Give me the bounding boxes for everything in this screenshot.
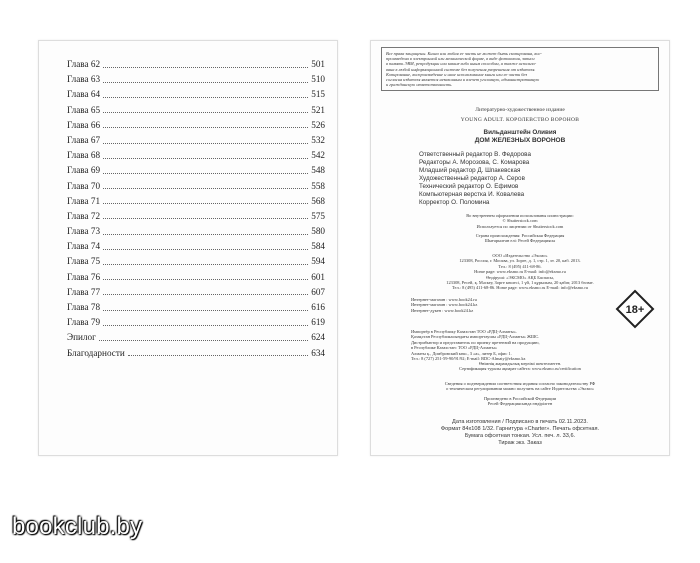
publisher-line: Тел.: 8 (495) 411-68-86.	[498, 263, 542, 269]
credits-line: Технический редактор О. Ефимов	[419, 183, 519, 190]
expiry-block	[381, 361, 659, 372]
toc-leader-dots	[128, 354, 308, 356]
notice-line: вана в любой информационной системе без получения разрешения от издателя.	[386, 66, 536, 72]
toc-row	[67, 163, 325, 178]
toc-page-number: 607	[311, 286, 325, 297]
toc-leader-dots	[103, 126, 308, 128]
toc-chapter-title: Глава 70	[67, 180, 101, 191]
toc-page-number: 624	[311, 332, 325, 343]
print_data-line: Бумага офсетная тонкая. Усл. печ. л. 33,6.	[464, 433, 576, 439]
import_kz-line: Импортёр в Республику Казахстан ТОО «РДЦ-Алматы».	[411, 329, 517, 334]
notice-line: в память ЭВМ, репродукции или каким-либо иным способом, а также использо-	[386, 61, 537, 67]
toc-row	[67, 179, 325, 194]
toc-page-number: 580	[311, 226, 325, 237]
bookclub-logo[interactable]: bookclub.by	[12, 513, 143, 540]
toc-leader-dots	[99, 339, 308, 341]
toc-chapter-title: Глава 65	[67, 104, 101, 115]
publisher-line: Өндіруші: «ЭКСМО» АҚБ Баспасы,	[486, 274, 554, 280]
toc-page-number: 501	[311, 59, 325, 69]
toc-page-number: 584	[311, 241, 325, 252]
toc-leader-dots	[103, 248, 308, 250]
made_in-line: Ресей Федерациясында өндірілген	[487, 401, 553, 407]
toc-chapter-title: Глава 72	[67, 210, 101, 221]
toc-row	[67, 133, 325, 148]
toc-row	[67, 270, 325, 285]
origin-line: Страна происхождения: Российская Федерация	[475, 233, 565, 238]
toc-row	[67, 148, 325, 163]
notice-line: Копирование, воспроизведение и иное использование книги или ее части без	[386, 71, 528, 77]
credits-line: Редакторы А. Морозова, С. Комарова	[419, 159, 530, 166]
toc-chapter-title: Глава 75	[67, 256, 101, 267]
print_data-line: Тираж экз. Заказ	[498, 440, 542, 446]
toc-leader-dots	[103, 66, 308, 68]
shops-block	[411, 297, 531, 313]
toc-leader-dots	[103, 142, 308, 144]
notice-line: Все права защищены. Книга или любая ее часть не может быть скопирована, вос-	[386, 51, 542, 56]
expiry-line: Өнімнің жарамдылық мерзімі шектелмеген.	[478, 361, 562, 366]
toc-chapter-title: Глава 76	[67, 271, 101, 282]
toc-chapter-title: Глава 62	[67, 59, 101, 69]
toc-page-number: 616	[311, 302, 325, 312]
origin-note	[381, 233, 659, 244]
toc-page-number: 526	[311, 119, 325, 130]
toc-leader-dots	[103, 278, 308, 280]
credits-line: Художественный редактор А. Серов	[419, 175, 525, 182]
notice-line: согласия издателя является незаконным и влечет уголовную, административную	[386, 77, 540, 83]
print_data-line: Формат 84x108 1/32. Гарнитура «Charter». Печать офсетная.	[440, 426, 600, 432]
toc-chapter-title: Глава 79	[67, 317, 101, 328]
notice-line: и гражданскую ответственность.	[386, 82, 453, 88]
print_data-line: Дата изготовления / Подписано в печать 02.11.2023.	[452, 419, 588, 425]
toc-row	[67, 346, 325, 361]
toc-leader-dots	[103, 309, 308, 311]
illustrations-line: Во внутреннем оформлении использованы иллюстрации:	[466, 213, 574, 218]
toc-row	[67, 239, 325, 254]
toc-leader-dots	[103, 96, 308, 98]
credits-line: Корректор О. Поломина	[419, 199, 490, 206]
left-page	[38, 40, 338, 456]
toc-page-number: 619	[311, 317, 325, 328]
toc-row	[67, 254, 325, 269]
genre-line: Литературно-художественное издание	[475, 107, 565, 113]
toc-chapter-title: Глава 78	[67, 302, 101, 312]
toc-leader-dots	[103, 293, 308, 295]
credits-line: Компьютерная верстка И. Ковалева	[419, 191, 525, 198]
illustrations-line: © Shutterstock.com	[502, 218, 538, 224]
right-page	[370, 40, 670, 456]
author-name: Вильданштейн Оливия	[483, 129, 557, 136]
toc-row	[67, 87, 325, 102]
toc-leader-dots	[103, 202, 308, 204]
toc-leader-dots	[103, 217, 308, 219]
shops-line: Интернет-магазин : www.book24.ru	[411, 297, 477, 302]
import_kz-line: Қазақстан Республикасындағы импорттаушы «РДЦ-Алматы» ЖШС.	[411, 334, 540, 340]
origin-line: Шығарылған елі: Ресей Федерациясы	[484, 238, 556, 244]
toc-page-number: 532	[311, 134, 325, 145]
toc-page-number: 521	[311, 104, 325, 115]
toc-chapter-title: Глава 66	[67, 119, 101, 130]
publisher-line: 123308, Ресей, қ. Мәскеу, Зорге көшесі, 1 үй, 1 құрылым, 20 қабат, 2013 бөлме.	[446, 280, 594, 286]
made-in-block	[381, 396, 659, 407]
toc-leader-dots	[103, 187, 308, 189]
toc-page-number: 548	[311, 165, 325, 176]
illustrations-note	[381, 213, 659, 229]
table-of-contents	[67, 57, 325, 361]
toc-row	[67, 103, 325, 118]
toc-row	[67, 57, 325, 72]
series-line: YOUNG ADULT. КОРОЛЕВСТВО ВОРОНОВ	[460, 117, 580, 123]
toc-chapter-title: Глава 64	[67, 89, 101, 100]
book-title: ДОМ ЖЕЛЕЗНЫХ ВОРОНОВ	[474, 137, 566, 144]
toc-chapter-title: Глава 77	[67, 286, 101, 297]
toc-page-number: 510	[311, 74, 325, 85]
publisher-line: ООО «Издательство «Эксмо»	[492, 253, 548, 258]
import-block	[411, 329, 591, 361]
ts-line: о техническом регулировании можно получить на сайте Издательства «Эксмо»	[446, 386, 594, 392]
toc-row	[67, 72, 325, 87]
toc-row	[67, 285, 325, 300]
toc-chapter-title: Глава 63	[67, 74, 101, 85]
toc-page-number: 594	[311, 256, 325, 267]
toc-chapter-title: Глава 68	[67, 150, 101, 161]
toc-leader-dots	[103, 324, 308, 326]
publisher-line: Home page: www.eksmo.ru E-mail: info@eksmo.ru	[474, 269, 566, 275]
publisher-line: Тел.: 8 (495) 411-68-86. Home page: www.eksmo.ru E-mail: info@eksmo.ru	[452, 285, 588, 291]
toc-chapter-title: Эпилог	[67, 332, 96, 343]
import_kz-line: Алматы қ., Домбровский көш., 3 «а», литер Б, офис 1.	[411, 350, 512, 356]
age-rating-text: 18+	[625, 304, 645, 316]
toc-row	[67, 330, 325, 345]
toc-leader-dots	[103, 233, 308, 235]
credits-line: Младший редактор Д. Шпакевская	[419, 167, 521, 174]
toc-chapter-title: Глава 67	[67, 134, 101, 145]
publisher-block	[381, 253, 659, 291]
toc-page-number: 515	[311, 89, 325, 100]
toc-row	[67, 315, 325, 330]
toc-page-number: 601	[311, 271, 325, 282]
toc-leader-dots	[103, 157, 308, 159]
expiry-line: Сертификация туралы ақпарат сайтта: www.eksmo.ru/certification	[459, 366, 581, 372]
import_kz-line: Дистрибьютор и представитель по приему претензий на продукцию,	[411, 339, 540, 345]
toc-row	[67, 224, 325, 239]
toc-page-number: 542	[311, 150, 325, 161]
toc-page-number: 575	[311, 210, 325, 221]
age-rating-badge	[615, 289, 655, 329]
shops-line: Интернет-магазин : www.book24.kz	[411, 302, 478, 308]
made_in-line: Произведено в Российской Федерации	[483, 396, 557, 401]
credits-line: Ответственный редактор В. Федорова	[419, 151, 531, 158]
toc-chapter-title: Глава 74	[67, 241, 101, 252]
toc-chapter-title: Глава 71	[67, 195, 101, 206]
toc-page-number: 568	[311, 195, 325, 206]
copyright-notice	[381, 47, 659, 91]
print-data	[381, 419, 659, 447]
toc-leader-dots	[103, 172, 308, 174]
illustrations-line: Используется по лицензии от Shutterstock.com	[476, 223, 564, 229]
import_kz-line: Тел.: 8 (727) 251-59-90/91/92; E-mail: RDC-Almaty@eksmo.kz	[411, 356, 526, 362]
credits-list	[419, 151, 619, 207]
toc-chapter-title: Благодарности	[67, 347, 125, 358]
toc-page-number: 634	[311, 347, 325, 358]
notice-line: произведена в электронной или механической форме, в виде фотокопии, записи	[386, 56, 535, 62]
toc-row	[67, 300, 325, 315]
ts-block	[381, 381, 659, 392]
toc-leader-dots	[103, 111, 308, 113]
toc-row	[67, 209, 325, 224]
toc-leader-dots	[103, 263, 308, 265]
toc-page-number: 558	[311, 180, 325, 191]
import_kz-line: в Республике Казахстан: ТОО «РДЦ-Алматы»	[411, 345, 497, 351]
toc-row	[67, 118, 325, 133]
toc-chapter-title: Глава 69	[67, 165, 101, 176]
toc-leader-dots	[103, 81, 308, 83]
toc-chapter-title: Глава 73	[67, 226, 101, 237]
toc-row	[67, 194, 325, 209]
ts-line: Сведения о подтверждении соответствия издания согласно законодательству РФ	[444, 381, 596, 386]
shops-line: Интернет-дүкен : www.book24.kz	[411, 307, 474, 313]
publisher-line: 123308, Россия, г. Москва, ул. Зорге, д. 1, стр. 1, эт. 20, каб. 2013.	[459, 258, 581, 264]
